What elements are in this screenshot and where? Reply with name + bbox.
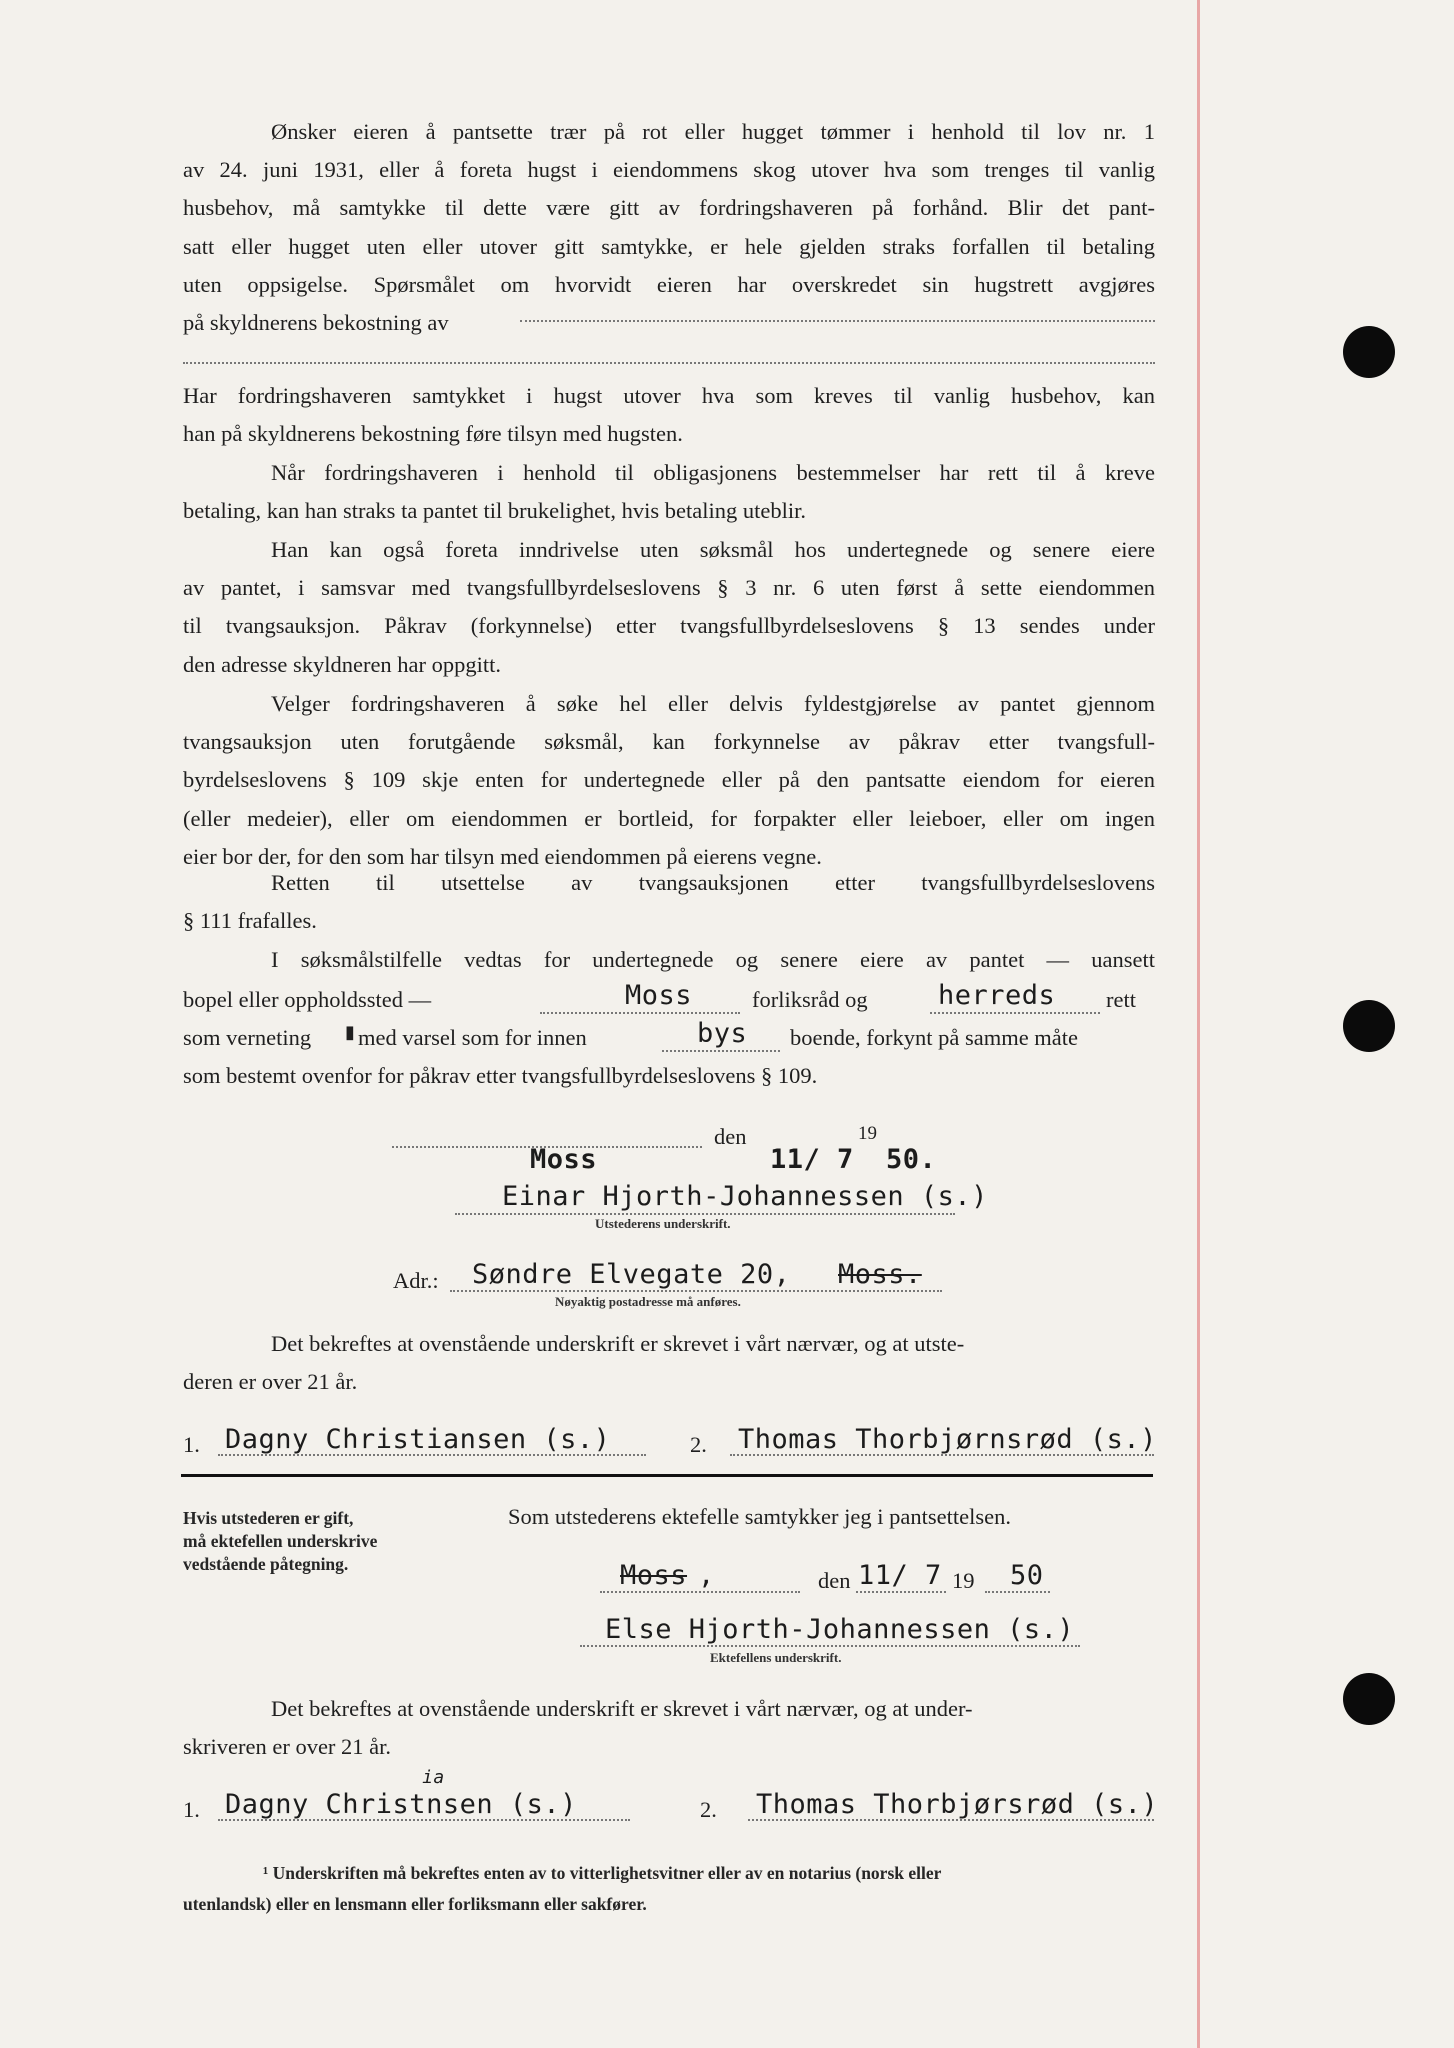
spouse-place-struck: Moss — [620, 1560, 688, 1591]
spouse-signature: Else Hjorth-Johannessen (s.) — [605, 1614, 1075, 1645]
side-note — [183, 1507, 377, 1576]
witness3-part: nsen (s.) — [426, 1789, 577, 1820]
text-line: den adresse skyldneren har oppgitt. — [183, 651, 502, 677]
spouse-den-label: den — [818, 1568, 851, 1593]
spouse-signature-line — [580, 1645, 1080, 1647]
confirmation-text: Det bekreftes at ovenstående underskrift er skrevet i vårt nærvær, og at under- — [271, 1696, 973, 1721]
punch-hole — [1343, 326, 1395, 378]
witness3-part: Dagny Christ — [225, 1789, 427, 1820]
witness3-signature — [225, 1767, 577, 1820]
blank-line — [540, 1012, 740, 1014]
place-value: Moss — [530, 1144, 598, 1175]
text-line: Retten til utsettelse av tvangsauksjonen etter tvangsfullbyrdelseslovens — [271, 870, 1155, 895]
blank-line — [183, 362, 1155, 364]
confirmation-text: deren er over 21 år. — [183, 1369, 358, 1394]
text-line: § 111 frafalles. — [183, 908, 317, 934]
witness-line — [730, 1454, 1154, 1456]
signature-line — [455, 1213, 955, 1215]
spouse-consent-text: Som utstederens ektefelle samtykker jeg i pantsettelsen. — [508, 1504, 1011, 1529]
city-type-value: bys — [697, 1018, 748, 1049]
text-line: Han kan også foreta inndrivelse uten søksmål hos undertegnede og senere eiere — [271, 537, 1155, 562]
witness-number: 2. — [690, 1432, 707, 1457]
witness-number: 2. — [700, 1797, 717, 1822]
confirmation-text: skriveren er over 21 år. — [183, 1734, 392, 1759]
witness4-signature: Thomas Thorbjørsrød (s.) — [756, 1789, 1159, 1820]
issuer-caption: Utstederens underskrift. — [595, 1216, 731, 1231]
issuer-signature: Einar Hjorth-Johannessen (s.) — [502, 1181, 988, 1212]
text-line: eier bor der, for den som har tilsyn med eiendommen på eierens vegne. — [183, 843, 822, 869]
text-fragment: rett — [1106, 987, 1136, 1012]
text-line: I søksmålstilfelle vedtas for undertegnede og senere eiere av pantet — uansett — [271, 947, 1155, 972]
text-line: Velger fordringshaveren å søke hel eller delvis fyldestgjørelse av pantet gjennom — [271, 691, 1155, 716]
blank-line — [520, 320, 1155, 322]
paragraph-inndrivelse — [183, 531, 1155, 684]
text-line: Ønsker eieren å pantsette trær på rot eller hugget tømmer i henhold til lov nr. 1 — [271, 119, 1155, 144]
text-line: husbehov, må samtykke til dette være gitt av fordringshaveren på forhånd. Blir det pant- — [183, 195, 1155, 221]
text-fragment: forliksråd og — [752, 987, 868, 1012]
witness1-signature: Dagny Christiansen (s.) — [225, 1424, 611, 1455]
paragraph-verneting — [183, 941, 1155, 979]
blank-line — [662, 1050, 780, 1052]
text-fragment: boende, forkynt på samme måte — [790, 1025, 1079, 1050]
spouse-place-comma: , — [698, 1560, 715, 1591]
witness-line — [218, 1454, 646, 1456]
punch-hole — [1343, 1673, 1395, 1725]
footnote — [183, 1858, 1155, 1920]
text-line: han på skyldnerens bekostning føre tilsyn med hugsten. — [183, 421, 683, 447]
text-line: som bestemt ovenfor for påkrav etter tvangsfullbyrdelseslovens § 109. — [183, 1063, 818, 1088]
witness-number: 1. — [183, 1432, 200, 1457]
punch-hole — [1343, 1000, 1395, 1052]
venue-value: Moss — [625, 980, 693, 1011]
spouse-caption: Ektefellens underskrift. — [710, 1650, 842, 1665]
text-line: på skyldnerens bekostning av — [183, 310, 449, 336]
footnote-line: utenlandsk) eller en lensmann eller forliksmann eller sakfører. — [183, 1894, 647, 1914]
spouse-date: 11/ 7 — [858, 1560, 942, 1591]
confirmation-text: Det bekreftes at ovenstående underskrift er skrevet i vårt nærvær, og at utste- — [271, 1331, 965, 1356]
side-note-line: må ektefellen underskrive — [183, 1531, 378, 1551]
address-caption: Nøyaktig postadresse må anføres. — [555, 1294, 741, 1309]
paragraph-hugst — [183, 113, 1155, 342]
text-line: av 24. juni 1931, eller å foreta hugst i eiendommens skog utover hva som trenges til vanlig — [183, 157, 1155, 183]
text-fragment: bopel eller oppholdssted — — [183, 987, 432, 1012]
text-fragment: med varsel som for innen — [358, 1025, 587, 1050]
court-value: herreds — [938, 980, 1056, 1011]
side-note-line: vedstående påtegning. — [183, 1554, 349, 1574]
struck-mark: ▮ — [345, 1022, 355, 1042]
section-divider — [181, 1474, 1153, 1477]
year-suffix: 50. — [886, 1144, 937, 1175]
text-line: Har fordringshaveren samtykket i hugst utover hva som kreves til vanlig husbehov, kan — [183, 383, 1155, 408]
witness-line — [218, 1819, 630, 1821]
text-line: tvangsauksjon uten forutgående søksmål, kan forkynnelse av påkrav etter tvangsfull- — [183, 729, 1155, 755]
text-line: satt eller hugget uten eller utover gitt samtykke, er hele gjelden straks forfallen til betaling — [183, 233, 1155, 259]
text-line: uten oppsigelse. Spørsmålet om hvorvidt eieren har overskredet sin hugstrett avgjøres — [183, 271, 1155, 297]
address-value: Søndre Elvegate 20, — [472, 1259, 791, 1290]
witness-number: 1. — [183, 1797, 200, 1822]
text-line: (eller medeier), eller om eiendommen er bortleid, for forpakter eller leieboer, eller om ingen — [183, 805, 1155, 831]
text-fragment: som verneting — [183, 1025, 312, 1050]
witness-line — [748, 1819, 1154, 1821]
blank-line — [930, 1012, 1100, 1014]
text-line: Når fordringshaveren i henhold til obligasjonens bestemmelser har rett til å kreve — [271, 460, 1155, 485]
year-prefix: 19 — [858, 1123, 877, 1144]
date-value: 11/ 7 — [770, 1144, 854, 1175]
paragraph-tvangsauksjon — [183, 685, 1155, 876]
side-note-line: Hvis utstederen er gift, — [183, 1508, 354, 1528]
margin-line — [1197, 0, 1200, 2048]
text-line: til tvangsauksjon. Påkrav (forkynnelse) etter tvangsfullbyrdelseslovens § 13 sendes under — [183, 613, 1155, 639]
footnote-line: ¹ Underskriften må bekreftes enten av to vitterlighetsvitner eller av en notarius (norsk eller — [263, 1863, 942, 1883]
paragraph-tilsyn — [183, 377, 1155, 453]
spouse-date-line — [856, 1591, 946, 1593]
text-line: av pantet, i samsvar med tvangsfullbyrdelseslovens § 3 nr. 6 uten først å sette eiendommen — [183, 575, 1155, 601]
paragraph-brukelighet — [183, 454, 1155, 530]
address-struck-value: Moss. — [838, 1259, 922, 1290]
spouse-year-line — [985, 1591, 1050, 1593]
address-label: Adr.: — [393, 1268, 439, 1293]
address-line — [450, 1290, 942, 1292]
spouse-year-suffix: 50 — [1010, 1560, 1044, 1591]
paragraph-utsettelse — [183, 864, 1155, 940]
spouse-year-prefix: 19 — [952, 1568, 975, 1593]
text-line: betaling, kan han straks ta pantet til brukelighet, hvis betaling uteblir. — [183, 498, 806, 524]
den-label: den — [714, 1124, 747, 1149]
spouse-place-line — [600, 1591, 800, 1593]
witness3-insert: ia — [422, 1767, 445, 1788]
text-line: byrdelseslovens § 109 skje enten for undertegnede eller på den pantsatte eiendom for eieren — [183, 767, 1155, 793]
witness2-signature: Thomas Thorbjørnsrød (s.) — [738, 1424, 1157, 1455]
